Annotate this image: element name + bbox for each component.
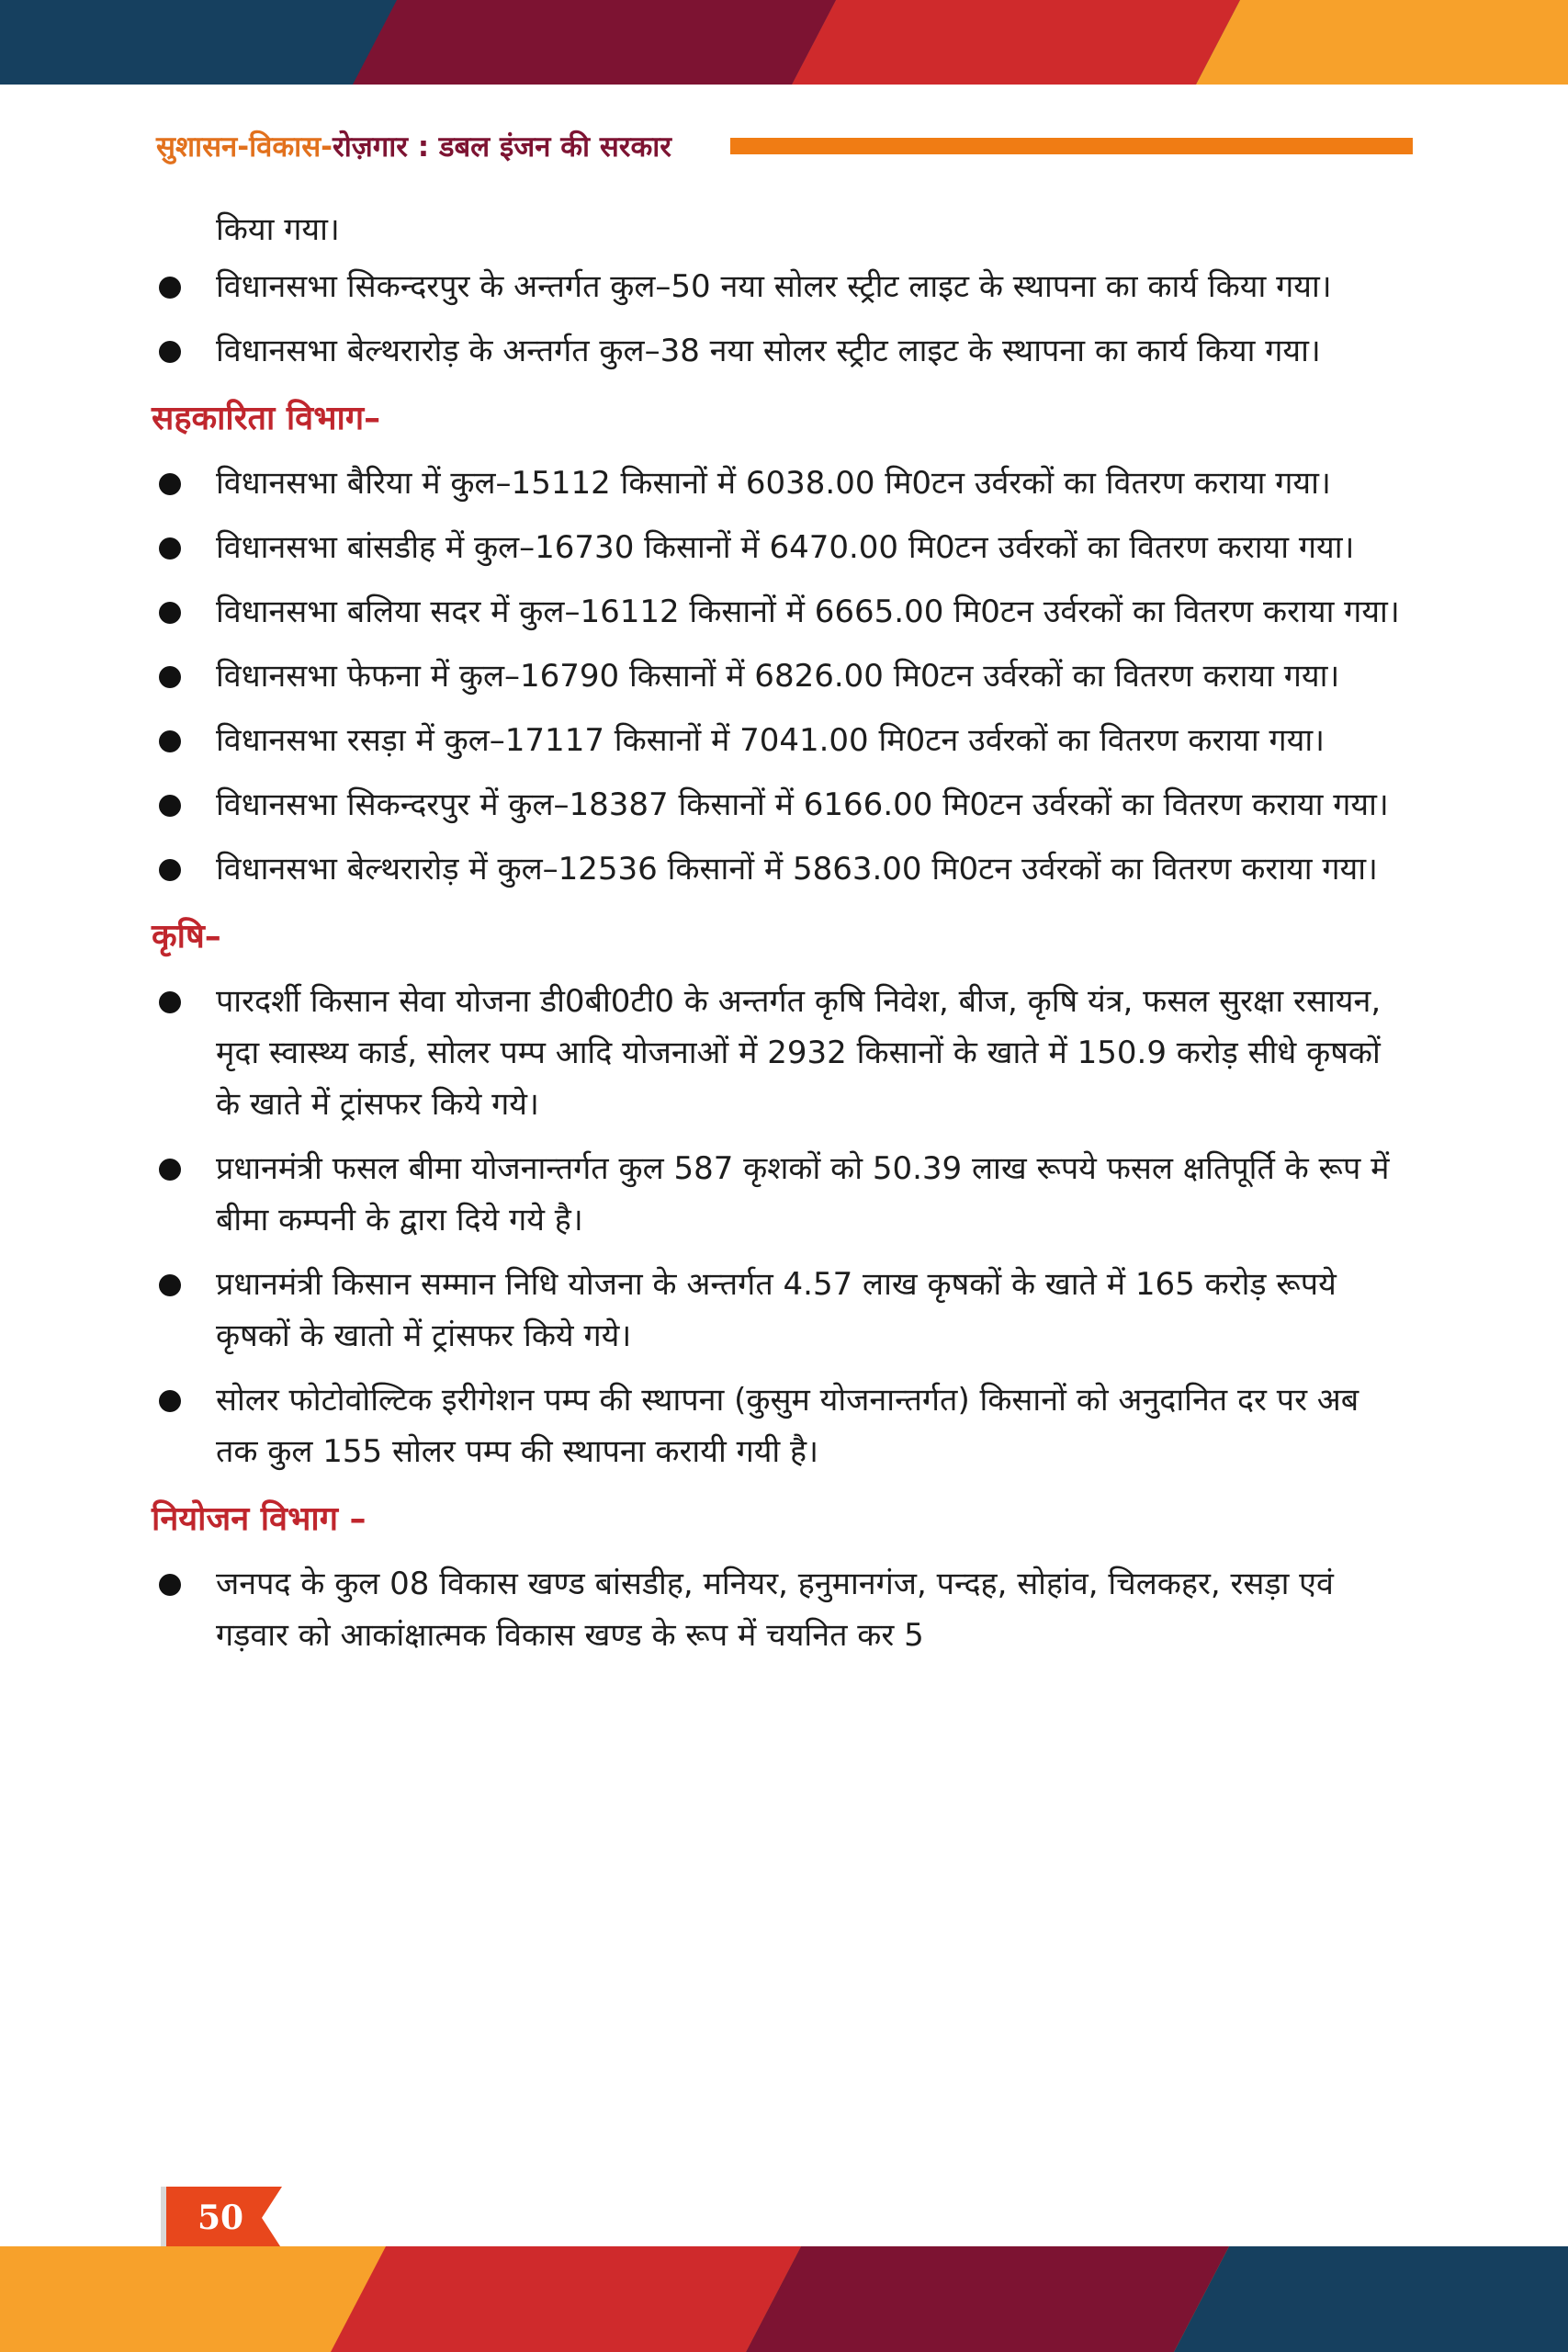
list-item-text: विधानसभा सिकन्दरपुर में कुल–18387 किसानों में 6166.00 मि0टन उर्वरकों का वितरण कराया गया। <box>216 786 1389 823</box>
list-item-text: विधानसभा फेफना में कुल–16790 किसानों में 6826.00 मि0टन उर्वरकों का वितरण कराया गया। <box>216 658 1340 695</box>
list-item <box>152 1143 1401 1246</box>
bullet-icon <box>159 1574 181 1596</box>
list-item <box>152 843 1401 895</box>
list-item <box>152 1374 1401 1477</box>
list-item <box>152 779 1401 831</box>
list-item-text: विधानसभा बेल्थरारोड़ के अन्तर्गत कुल–38 नया सोलर स्ट्रीट लाइट के स्थापना का कार्य किया गया। <box>216 333 1321 369</box>
list-item <box>152 1259 1401 1362</box>
list-item-text: विधानसभा सिकन्दरपुर के अन्तर्गत कुल–50 नया सोलर स्ट्रीट लाइट के स्थापना का कार्य किया गया। <box>216 268 1332 305</box>
list-item-text: प्रधानमंत्री किसान सम्मान निधि योजना के अन्तर्गत 4.57 लाख कृषकों के खाते में 165 करोड़ रूपये कृषकों के खातो में ट्रांसफर किये गये। <box>216 1266 1337 1354</box>
list-item-text: विधानसभा बेल्थरारोड़ में कुल–12536 किसानों में 5863.00 मि0टन उर्वरकों का वितरण कराया गया। <box>216 851 1378 888</box>
section-heading-cooperative: सहकारिता विभाग– <box>152 400 381 437</box>
bottom-color-band <box>0 2246 1568 2352</box>
list-item <box>152 522 1401 573</box>
bullet-icon <box>159 473 181 495</box>
section-heading-planning: नियोजन विभाग – <box>152 1500 367 1538</box>
bullet-icon <box>159 666 181 688</box>
list-item <box>152 261 1401 312</box>
list-item-text: विधानसभा बांसडीह में कुल–16730 किसानों में 6470.00 मि0टन उर्वरकों का वितरण कराया गया। <box>216 529 1355 566</box>
list-item-text: पारदर्शी किसान सेवा योजना डी0बी0टी0 के अन्तर्गत कृषि निवेश, बीज, कृषि यंत्र, फसल सुरक्षा रसायन, मृदा स्वास्थ्य कार्ड, सोलर पम्प आदि योजनाओं में 2932 किसानों के खाते में 150.9 करोड़ सीधे कृषकों के खाते में ट्रांसफर किये गये। <box>216 983 1382 1123</box>
list-item <box>152 325 1401 377</box>
bullet-icon <box>159 1159 181 1181</box>
page-number-tab <box>161 2187 282 2249</box>
list-item-text: विधानसभा बैरिया में कुल–15112 किसानों में 6038.00 मि0टन उर्वरकों का वितरण कराया गया। <box>216 465 1331 502</box>
list-item <box>152 650 1401 702</box>
continuation-text: किया गया। <box>216 211 340 248</box>
bullet-icon <box>159 277 181 299</box>
bullet-icon <box>159 1390 181 1412</box>
bullet-icon <box>159 1274 181 1296</box>
bullet-icon <box>159 341 181 363</box>
section-heading-agriculture: कृषि– <box>152 918 221 956</box>
document-body <box>152 204 1401 1674</box>
bullet-icon <box>159 730 181 752</box>
header-title <box>156 127 671 167</box>
list-item <box>152 458 1401 509</box>
bullet-icon <box>159 795 181 817</box>
bullet-icon <box>159 859 181 881</box>
list-item-text: विधानसभा बलिया सदर में कुल–16112 किसानों में 6665.00 मि0टन उर्वरकों का वितरण कराया गया। <box>216 594 1400 630</box>
bullet-icon <box>159 537 181 560</box>
list-item <box>152 586 1401 638</box>
list-item <box>152 1558 1401 1661</box>
page-header <box>156 127 1413 167</box>
list-item-text: सोलर फोटोवोल्टिक इरीगेशन पम्प की स्थापना (कुसुम योजनान्तर्गत) किसानों को अनुदानित दर पर अब तक कुल 155 सोलर पम्प की स्थापना करायी गयी है। <box>216 1382 1359 1470</box>
top-color-band <box>0 0 1568 85</box>
header-title-part2: रोज़गार <box>333 130 408 164</box>
bullet-icon <box>159 991 181 1013</box>
list-item <box>152 715 1401 766</box>
page-number: 50 <box>197 2199 244 2237</box>
list-item <box>152 976 1401 1130</box>
header-title-part3: : डबल इंजन की सरकार <box>407 130 671 164</box>
list-item-text: प्रधानमंत्री फसल बीमा योजनान्तर्गत कुल 587 कृशकों को 50.39 लाख रूपये फसल क्षतिपूर्ति के रूप में बीमा कम्पनी के द्वारा दिये गये है। <box>216 1150 1390 1238</box>
bullet-icon <box>159 602 181 624</box>
header-rule <box>730 138 1413 154</box>
list-item-text: जनपद के कुल 08 विकास खण्ड बांसडीह, मनियर, हनुमानगंज, पन्दह, सोहांव, चिलकहर, रसड़ा एवं गड़वार को आकांक्षात्मक विकास खण्ड के रूप में चयनित कर 5 <box>216 1566 1334 1654</box>
list-item-text: विधानसभा रसड़ा में कुल–17117 किसानों में 7041.00 मि0टन उर्वरकों का वितरण कराया गया। <box>216 722 1325 759</box>
header-title-part1: सुशासन-विकास- <box>156 130 333 164</box>
